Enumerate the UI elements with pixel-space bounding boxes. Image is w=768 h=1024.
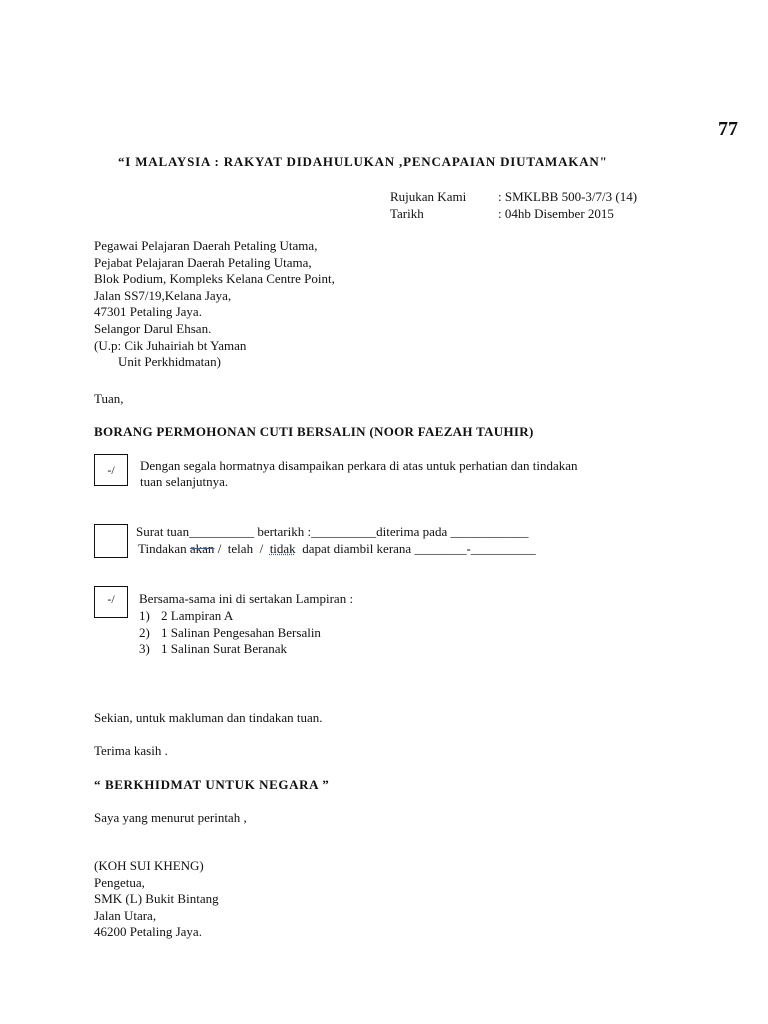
list-item-text: 1 Salinan Surat Beranak <box>161 641 287 657</box>
closing-terima-kasih: Terima kasih . <box>94 743 168 758</box>
page-number: 77 <box>718 118 738 140</box>
reference-label: Rujukan Kami <box>390 189 467 204</box>
closing-perintah: Saya yang menurut perintah , <box>94 810 247 825</box>
list-item-text: 1 Salinan Pengesahan Bersalin <box>161 624 321 640</box>
address-line: Jalan SS7/19,Kelana Jaya, <box>94 287 232 303</box>
signatory-street: Jalan Utara, <box>94 907 157 923</box>
date-value: : 04hb Disember 2015 <box>498 206 614 221</box>
signatory-city: 46200 Petaling Jaya. <box>94 924 202 940</box>
list-item <box>139 625 321 642</box>
checkbox2-text-line1: Surat tuan__________ bertarikh :__________diterima pada ____________ <box>136 524 529 539</box>
signatory-title: Pengetua, <box>94 874 145 890</box>
option-akan: akan <box>189 541 215 556</box>
address-line: (U.p: Cik Juhairiah bt Yaman <box>94 337 247 353</box>
date-row <box>390 206 614 222</box>
address-line: Unit Perkhidmatan) <box>118 354 221 370</box>
signatory-school: SMK (L) Bukit Bintang <box>94 891 219 907</box>
list-item-number: 1) <box>139 608 150 623</box>
reference-value: : SMKLBB 500-3/7/3 (14) <box>498 189 638 204</box>
option-separator: / telah / <box>214 541 270 556</box>
lampiran-list <box>139 608 321 658</box>
list-item-number: 2) <box>139 624 150 640</box>
lampiran-heading: Bersama-sama ini di sertakan Lampiran : <box>139 591 354 606</box>
list-item <box>139 641 321 658</box>
recipient-address <box>94 238 335 371</box>
signature-block <box>94 858 219 941</box>
list-item-text: 2 Lampiran A <box>161 608 234 623</box>
closing-sekian: Sekian, untuk makluman dan tindakan tuan. <box>94 710 323 725</box>
checkbox-surat-tuan[interactable] <box>94 524 128 558</box>
subject-heading: BORANG PERMOHONAN CUTI BERSALIN (NOOR FAEZAH TAUHIR) <box>94 424 534 439</box>
checkbox1-text-line2: tuan selanjutnya. <box>140 474 229 489</box>
address-line: Blok Podium, Kompleks Kelana Centre Point, <box>94 271 335 287</box>
date-label: Tarikh <box>390 206 424 221</box>
address-line: 47301 Petaling Jaya. <box>94 304 202 320</box>
list-item <box>139 608 321 625</box>
tindakan-label: Tindakan <box>138 541 187 556</box>
checkbox-lampiran[interactable]: -/ <box>94 586 128 618</box>
list-item-number: 3) <box>139 641 150 657</box>
checkbox2-text-line2 <box>138 541 536 557</box>
option-tidak: tidak <box>269 541 296 556</box>
tindakan-reason: dapat diambil kerana ________-__________ <box>295 541 536 556</box>
salutation: Tuan, <box>94 391 124 406</box>
slogan: “ BERKHIDMAT UNTUK NEGARA ” <box>94 777 330 792</box>
reference-row <box>390 189 637 205</box>
address-line: Pegawai Pelajaran Daerah Petaling Utama, <box>94 238 318 253</box>
address-line: Pejabat Pelajaran Daerah Petaling Utama, <box>94 254 312 270</box>
motto-heading: “I MALAYSIA : RAKYAT DIDAHULUKAN ,PENCAPAIAN DIUTAMAKAN" <box>118 154 608 169</box>
signatory-name: (KOH SUI KHENG) <box>94 858 204 873</box>
address-line: Selangor Darul Ehsan. <box>94 320 212 336</box>
checkbox-perhatian[interactable]: -/ <box>94 454 128 486</box>
checkbox1-text-line1: Dengan segala hormatnya disampaikan perkara di atas untuk perhatian dan tindakan <box>140 458 578 473</box>
